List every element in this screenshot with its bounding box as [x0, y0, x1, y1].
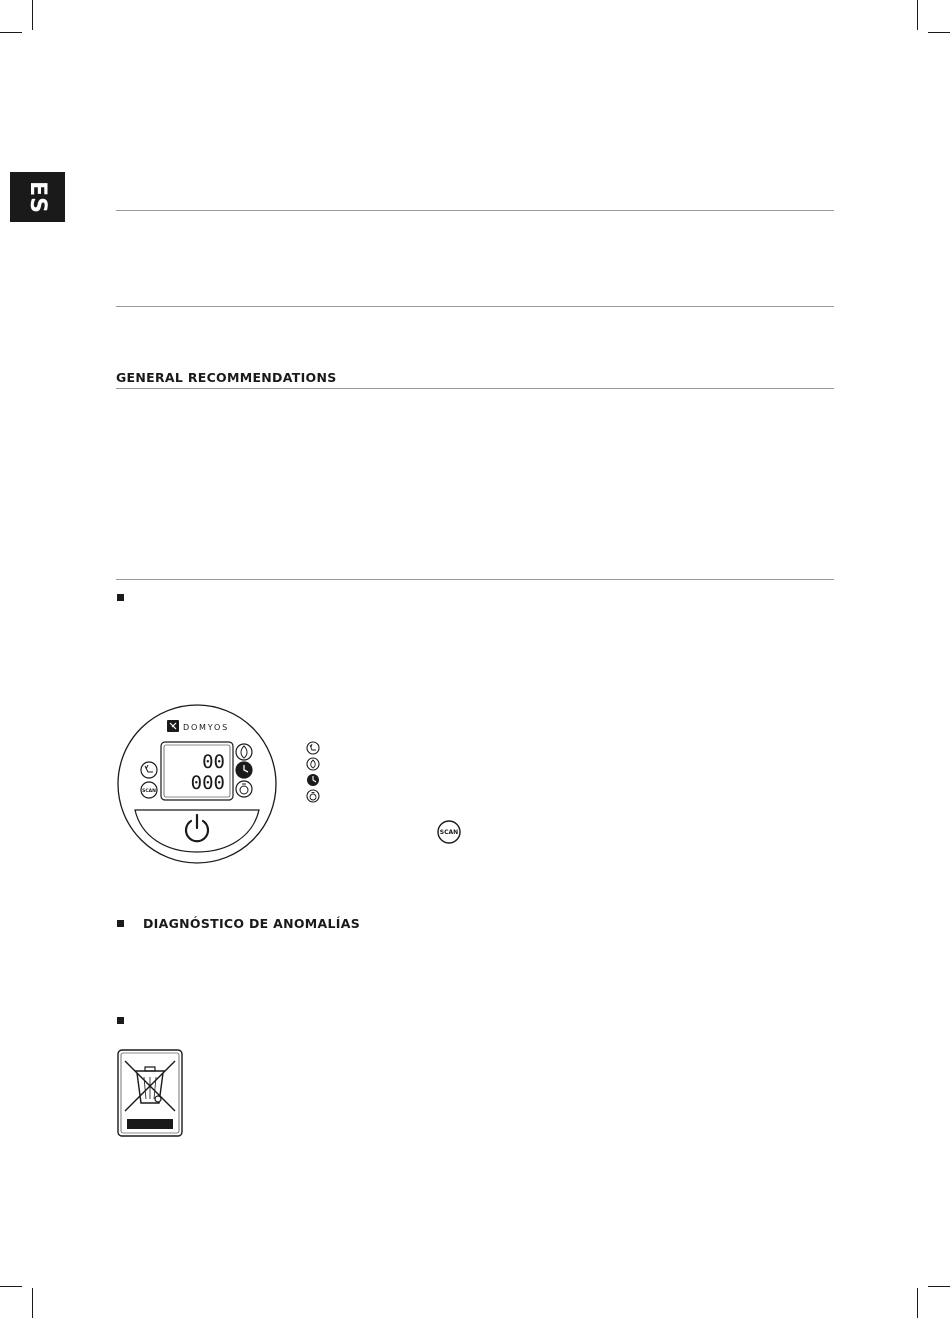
distance-button[interactable]: [236, 781, 252, 797]
crop-mark: [32, 0, 33, 30]
calories-button[interactable]: [236, 744, 252, 760]
scan-icon: [437, 820, 461, 844]
crop-mark: [928, 32, 950, 33]
troubleshooting-heading: DIAGNÓSTICO DE ANOMALÍAS: [143, 916, 361, 931]
crop-mark: [0, 32, 22, 33]
calories-icon: [306, 757, 320, 771]
divider: [116, 579, 834, 580]
scan-button[interactable]: [141, 782, 157, 798]
divider: [116, 210, 834, 211]
scan-icon-label: SCAN: [439, 829, 459, 836]
crop-mark: [928, 1286, 950, 1287]
time-button[interactable]: [236, 762, 252, 778]
display-top-value: 00: [202, 751, 225, 773]
crop-mark: [917, 0, 918, 30]
console-illustration: [113, 700, 281, 868]
section-bullet: [117, 1017, 124, 1024]
divider: [116, 388, 834, 389]
display-bottom-value: 000: [190, 772, 225, 794]
section-bullet: [117, 920, 124, 927]
crop-mark: [0, 1286, 22, 1287]
scan-button-label: SCAN: [142, 789, 156, 794]
section-bullet: [117, 594, 124, 601]
crop-mark: [32, 1288, 33, 1318]
crop-mark: [917, 1288, 918, 1318]
divider: [116, 306, 834, 307]
distance-icon: [306, 789, 320, 803]
time-icon: [306, 773, 320, 787]
speed-icon: [306, 741, 320, 755]
weee-recycling-icon: [117, 1049, 183, 1137]
speed-button[interactable]: [141, 762, 157, 778]
general-recommendations-heading: GENERAL RECOMMENDATIONS: [116, 370, 337, 385]
language-tab: [10, 172, 65, 222]
brand-name: DOMYOS: [183, 723, 229, 732]
language-tab-label: ES: [25, 180, 50, 214]
